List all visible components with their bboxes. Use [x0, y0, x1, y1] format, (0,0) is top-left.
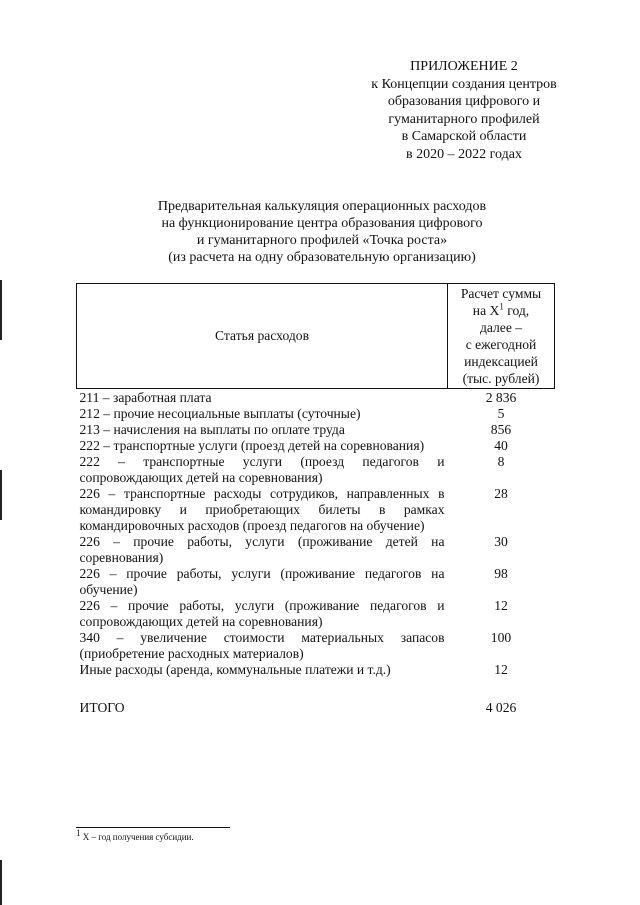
document-title	[100, 198, 544, 266]
row-sum: 8	[497, 454, 505, 469]
row-item: Иные расходы (аренда, коммунальные платежи и т.д.)	[79, 662, 391, 677]
header-sum-line	[451, 302, 551, 319]
row-sum: 12	[494, 598, 508, 613]
title-line: и гуманитарного профилей «Точка роста»	[196, 233, 448, 248]
scan-edge-mark	[0, 860, 2, 905]
table-row	[77, 630, 555, 662]
header-sum-line: с ежегодной	[465, 337, 537, 352]
row-sum: 30	[494, 534, 508, 549]
header-sum	[448, 284, 555, 389]
appendix-line: в Самарской области	[401, 129, 527, 144]
title-line: на функционирование центра образования цифрового	[161, 216, 483, 231]
row-item: 222 – транспортные услуги (проезд педагогов и сопровождающих детей на соревнования)	[79, 454, 445, 485]
row-sum: 100	[490, 630, 512, 645]
table-row	[77, 454, 555, 486]
appendix-line: гуманитарного профилей	[388, 111, 540, 127]
footnote-ref: 1	[499, 301, 504, 312]
row-item: 226 – прочие работы, услуги (проживание педагогов и сопровождающих детей на соревнования)	[79, 598, 445, 629]
cost-table	[76, 283, 555, 716]
table-row	[77, 598, 555, 630]
row-sum: 856	[490, 422, 512, 437]
row-sum: 28	[494, 486, 508, 501]
appendix-line: в 2020 – 2022 годах	[406, 146, 522, 162]
total-sum: 4 026	[485, 700, 517, 715]
header-sum-text: год,	[503, 303, 530, 318]
row-item: 226 – прочие работы, услуги (проживание педагогов на обучение)	[79, 566, 445, 597]
table-row	[77, 662, 555, 678]
footnote-divider	[76, 827, 230, 828]
appendix-line: образования цифрового и	[387, 94, 541, 109]
row-item: 226 – транспортные расходы сотрудиков, направленных в командировку и приобретающих билеты в рамках командировочных расходов (проезд педагогов на обучение)	[79, 486, 445, 533]
appendix-header	[330, 58, 598, 163]
footnote	[76, 828, 194, 842]
table-row	[77, 534, 555, 566]
title-line: Предварительная калькуляция операционных расходов	[157, 199, 487, 214]
table-row	[77, 389, 555, 407]
header-item: Статья расходов	[77, 284, 448, 389]
table-row	[77, 438, 555, 454]
row-sum: 2 836	[448, 389, 555, 407]
row-item: 226 – прочие работы, услуги (проживание детей на соревнования)	[79, 534, 445, 565]
table-header-row	[77, 284, 555, 389]
header-sum-line: далее –	[479, 320, 523, 335]
scan-edge-mark	[0, 280, 2, 340]
footnote-text: Х – год получения субсидии.	[80, 832, 194, 842]
header-sum-line: (тыс. рублей)	[462, 371, 540, 386]
row-sum: 40	[494, 438, 508, 453]
row-sum: 5	[497, 406, 505, 421]
row-item: 211 – заработная плата	[77, 389, 448, 407]
row-sum: 98	[494, 566, 508, 581]
table-row	[77, 406, 555, 422]
row-item: 222 – транспортные услуги (проезд детей на соревнования)	[79, 438, 425, 453]
total-row	[77, 678, 555, 716]
row-item: 340 – увеличение стоимости материальных запасов (приобретение расходных материалов)	[79, 630, 445, 661]
header-sum-line: Расчет суммы	[460, 286, 542, 301]
table-row	[77, 422, 555, 438]
row-sum: 12	[494, 662, 508, 677]
row-item: 212 – прочие несоциальные выплаты (суточные)	[79, 406, 361, 421]
header-sum-text: на Х	[472, 303, 500, 318]
appendix-line: к Концепции создания центров	[371, 76, 557, 92]
footnote-marker: 1	[76, 828, 81, 838]
header-sum-line: индексацией	[464, 354, 538, 369]
scan-edge-mark	[0, 470, 2, 520]
total-label: ИТОГО	[79, 700, 125, 715]
row-item: 213 – начисления на выплаты по оплате труда	[79, 422, 345, 437]
table-row	[77, 566, 555, 598]
title-subline: (из расчета на одну образовательную организацию)	[168, 250, 476, 265]
appendix-title: ПРИЛОЖЕНИЕ 2	[410, 59, 518, 74]
table-row	[77, 486, 555, 534]
